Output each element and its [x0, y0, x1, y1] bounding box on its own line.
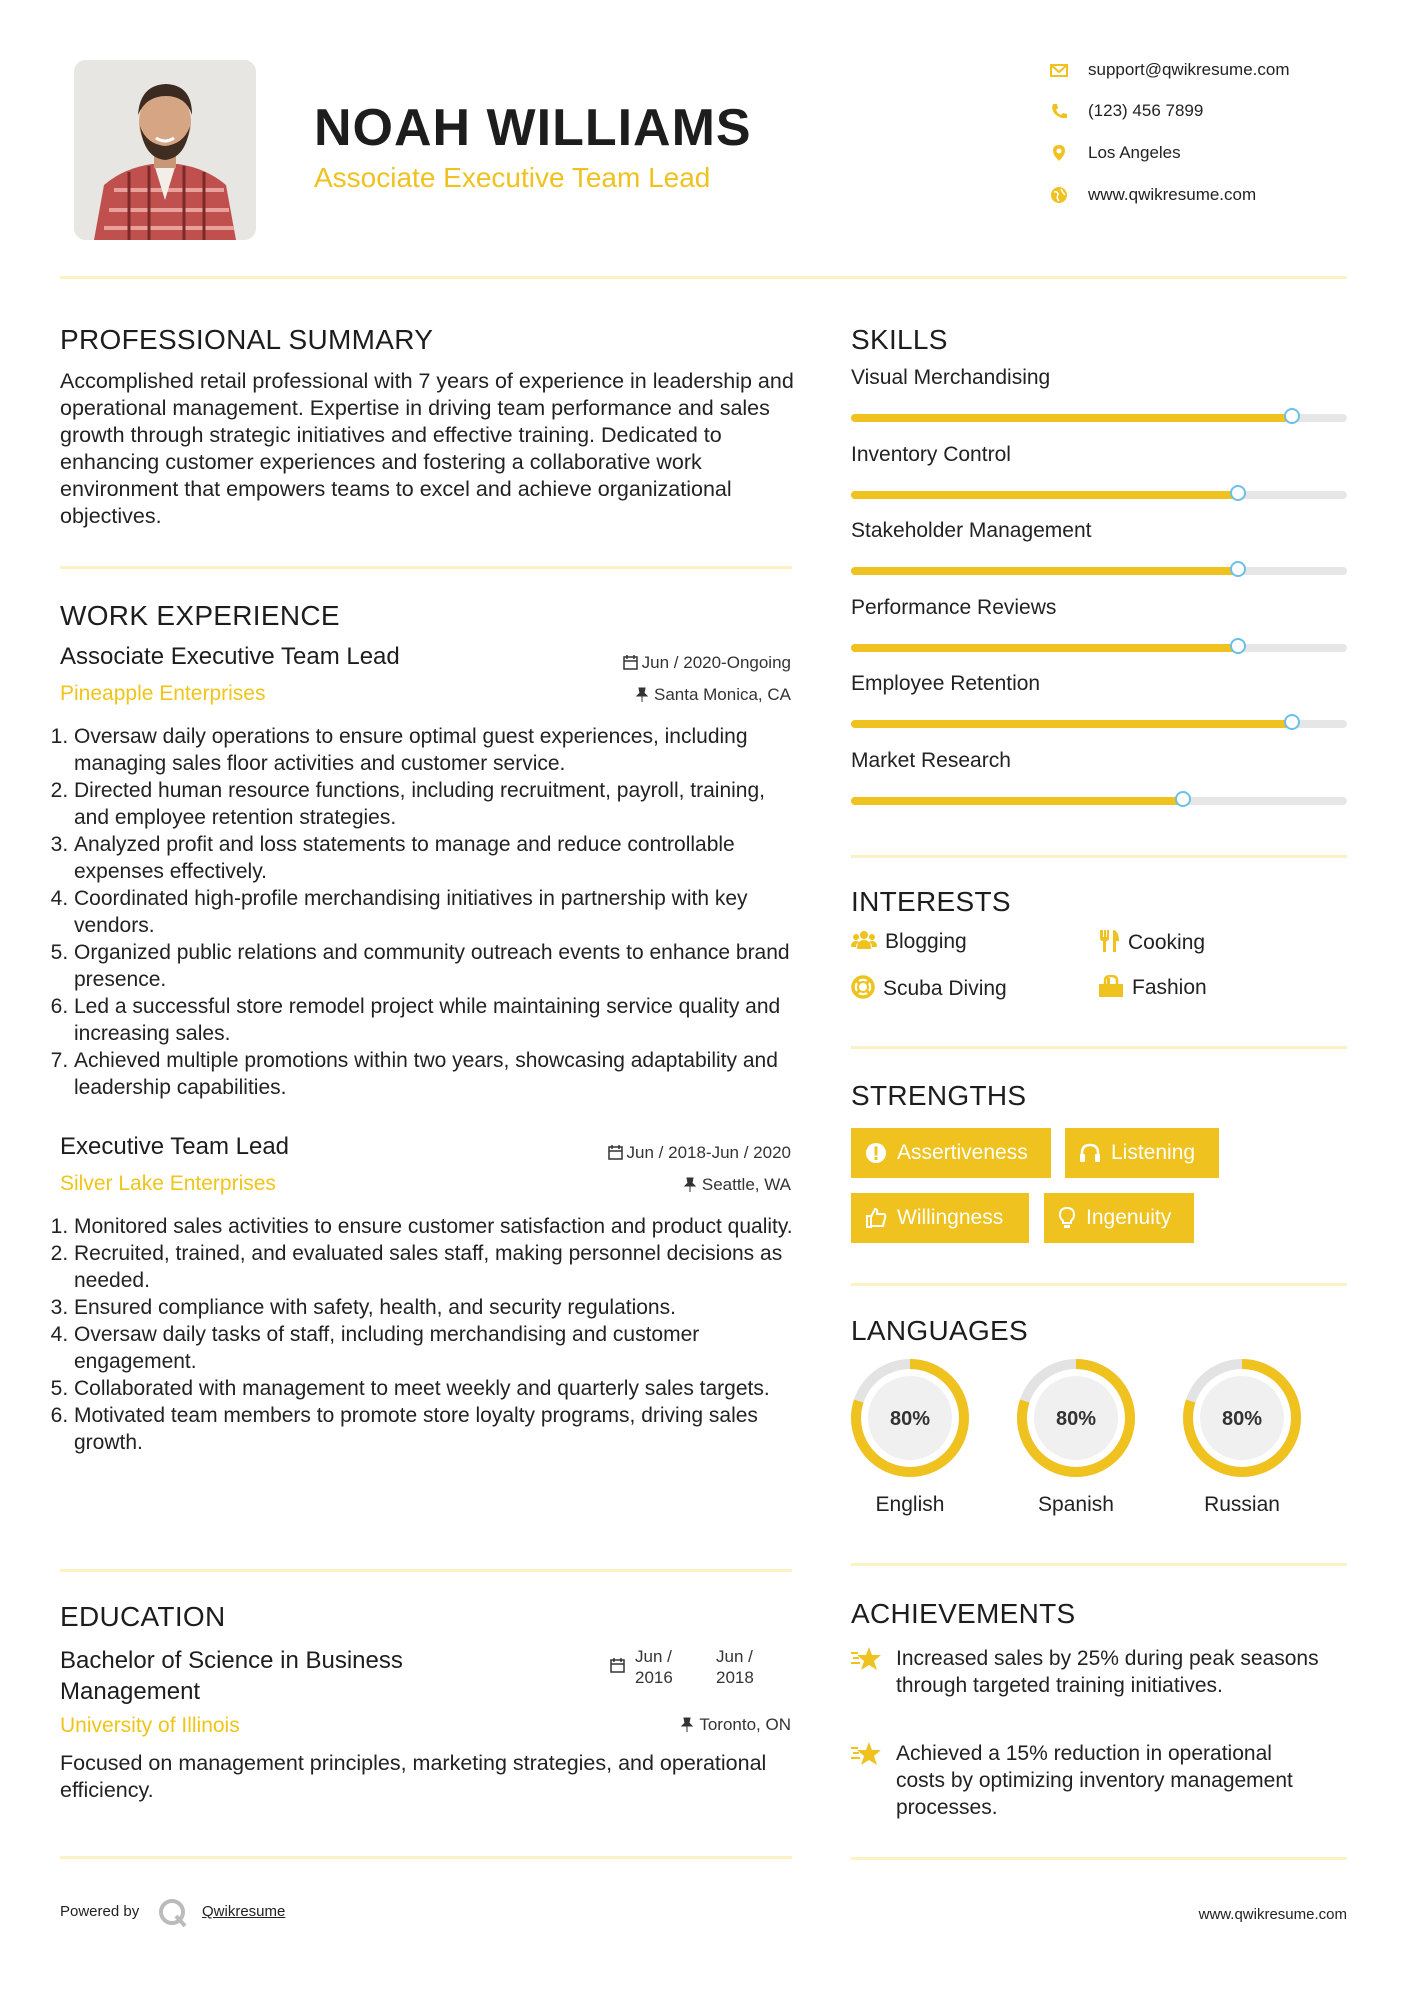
- skill-bar-fill: [851, 720, 1292, 728]
- duty-item: 1. Monitored sales activities to ensure customer satisfaction and product quality.: [74, 1213, 800, 1240]
- qwikresume-logo-icon: [157, 1897, 189, 1929]
- interest-fashion: [1098, 975, 1207, 1000]
- skill-bar: [851, 797, 1347, 805]
- education-title: EDUCATION: [60, 1601, 226, 1632]
- education-location: [600, 1715, 791, 1735]
- skill-bar-knob: [1230, 485, 1246, 501]
- job-1-date-text: Jun / 2020-Ongoing: [641, 653, 791, 672]
- interest-label: Cooking: [1128, 931, 1206, 954]
- skill-bar-fill: [851, 797, 1183, 805]
- skill-bar-knob: [1230, 561, 1246, 577]
- skill-bar-knob: [1284, 408, 1300, 424]
- globe-icon: [1050, 186, 1068, 204]
- education-start-1: Jun /: [635, 1647, 672, 1666]
- degree: [60, 1645, 403, 1707]
- lightbulb-icon: [1058, 1207, 1076, 1229]
- languages-title: LANGUAGES: [851, 1315, 1028, 1346]
- education-start: [635, 1646, 673, 1688]
- skill-name: Visual Merchandising: [851, 366, 1051, 389]
- job-1-duties: [56, 723, 800, 1101]
- skill-name: Employee Retention: [851, 672, 1041, 695]
- star-icon: [851, 1645, 883, 1673]
- language-name: Spanish: [1038, 1493, 1114, 1516]
- interest-label: Fashion: [1132, 976, 1207, 999]
- interests-title: INTERESTS: [851, 886, 1011, 917]
- duty-item: 6. Led a successful store remodel project while maintaining service quality and increasing sales.: [74, 993, 800, 1047]
- job-1-title: Associate Executive Team Lead: [60, 643, 400, 670]
- life-ring-icon: [851, 975, 875, 999]
- education-end: [716, 1646, 754, 1688]
- utensils-icon: [1098, 929, 1120, 953]
- duty-item: 3. Ensured compliance with safety, health, and security regulations.: [74, 1294, 800, 1321]
- strength-label: Listening: [1111, 1141, 1196, 1164]
- phone-icon: [1050, 102, 1068, 120]
- interest-label: Blogging: [885, 930, 967, 953]
- skill-bar: [851, 644, 1347, 652]
- language-name: Russian: [1204, 1493, 1280, 1516]
- interest-cooking: [1098, 929, 1205, 955]
- exclamation-circle-icon: [865, 1142, 887, 1164]
- job-2-location: [600, 1175, 791, 1195]
- envelope-icon: [1050, 61, 1068, 79]
- summary-title: PROFESSIONAL SUMMARY: [60, 324, 434, 355]
- strengths-divider: [851, 1283, 1347, 1286]
- contact-location-text: Los Angeles: [1088, 143, 1181, 162]
- strengths-title: STRENGTHS: [851, 1080, 1027, 1111]
- job-1-company: Pineapple Enterprises: [60, 682, 266, 705]
- summary-text: Accomplished retail professional with 7 years of experience in leadership and operational management. Expertise in driving team performance and sales growth through strategic initiatives and effective training. Dedicated to enhancing customer experiences and fostering a collaborative work environment that empowers teams to excel and achieve organizational objectives.: [60, 369, 794, 528]
- thumbs-up-icon: [865, 1207, 887, 1229]
- duty-item: 2. Recruited, trained, and evaluated sales staff, making personnel decisions as needed.: [74, 1240, 800, 1294]
- languages-divider: [851, 1563, 1347, 1566]
- star-icon: [851, 1740, 883, 1768]
- contact-website-text: www.qwikresume.com: [1088, 185, 1257, 204]
- language-percent: 80%: [1221, 1408, 1263, 1430]
- candidate-role: Associate Executive Team Lead: [314, 162, 711, 193]
- strength-tag-ingenuity: [1044, 1193, 1194, 1243]
- header-divider: [60, 276, 1347, 279]
- skill-bar-fill: [851, 491, 1238, 499]
- education-end-1: Jun /: [716, 1647, 753, 1666]
- education-end-2: 2018: [716, 1668, 754, 1687]
- job-2-date: [560, 1143, 791, 1163]
- language-donut: [845, 1353, 975, 1483]
- duty-item: 5. Organized public relations and community outreach events to enhance brand presence.: [74, 939, 800, 993]
- language-name: English: [875, 1493, 945, 1516]
- skill-bar-knob: [1284, 714, 1300, 730]
- skill-bar: [851, 567, 1347, 575]
- duty-item: 5. Collaborated with management to meet weekly and quarterly sales targets.: [74, 1375, 800, 1402]
- skill-bar: [851, 414, 1347, 422]
- strength-label: Willingness: [897, 1206, 1004, 1229]
- skill-bar-knob: [1230, 638, 1246, 654]
- calendar-icon: [610, 1658, 625, 1673]
- skill-name: Market Research: [851, 748, 1011, 772]
- achievement-text: Achieved a 15% reduction in operational costs by optimizing inventory management processes.: [896, 1742, 1293, 1819]
- summary-divider: [60, 566, 792, 569]
- skill-name: Inventory Control: [851, 442, 1011, 466]
- job-2-title: Executive Team Lead: [60, 1133, 290, 1160]
- qwikresume-link[interactable]: Qwikresume: [202, 1903, 286, 1920]
- duty-item: 1. Oversaw daily operations to ensure optimal guest experiences, including managing sales floor activities and customer service.: [74, 723, 800, 777]
- job-1-location-text: Santa Monica, CA: [653, 685, 791, 704]
- degree-line-2: Management: [60, 1678, 201, 1705]
- duty-item: 6. Motivated team members to promote store loyalty programs, driving sales growth.: [74, 1402, 800, 1456]
- calendar-icon: [623, 655, 638, 670]
- calendar-icon: [608, 1145, 623, 1160]
- skill-bar: [851, 491, 1347, 499]
- education-date: [610, 1646, 790, 1690]
- shopping-bag-icon: [1098, 975, 1124, 997]
- strength-label: Assertiveness: [897, 1141, 1028, 1164]
- duty-item: 7. Achieved multiple promotions within two years, showcasing adaptability and leadership capabilities.: [74, 1047, 800, 1101]
- language-percent: 80%: [1055, 1408, 1097, 1430]
- duty-item: 4. Coordinated high-profile merchandising initiatives in partnership with key vendors.: [74, 885, 800, 939]
- strength-tag-assertiveness: [851, 1128, 1051, 1178]
- contact-phone-text: (123) 456 7899: [1088, 101, 1204, 120]
- powered-by-label: Powered by: [60, 1903, 140, 1920]
- education-start-2: 2016: [635, 1668, 673, 1687]
- duty-item: 4. Oversaw daily tasks of staff, including merchandising and customer engagement.: [74, 1321, 800, 1375]
- footer-url[interactable]: www.qwikresume.com: [1198, 1906, 1347, 1923]
- pushpin-icon: [636, 687, 648, 702]
- skill-bar-fill: [851, 644, 1238, 652]
- education-location-text: Toronto, ON: [699, 1715, 791, 1734]
- duty-item: 2. Directed human resource functions, including recruitment, payroll, training, and employee retention strategies.: [74, 777, 800, 831]
- map-pin-icon: [1050, 144, 1068, 162]
- interest-scuba-diving: [851, 975, 1007, 1001]
- skill-bar-knob: [1175, 791, 1191, 807]
- interest-label: Scuba Diving: [883, 977, 1007, 1000]
- profile-photo: [74, 60, 256, 240]
- strength-label: Ingenuity: [1086, 1206, 1172, 1229]
- interests-divider: [851, 1046, 1347, 1049]
- skills-title: SKILLS: [851, 324, 948, 355]
- job-2-company: Silver Lake Enterprises: [60, 1172, 276, 1195]
- pushpin-icon: [684, 1177, 696, 1192]
- work-title: WORK EXPERIENCE: [60, 600, 340, 631]
- skill-bar-fill: [851, 414, 1292, 422]
- degree-line-1: Bachelor of Science in Business: [60, 1647, 403, 1674]
- language-donut: [1177, 1353, 1307, 1483]
- job-2-duties: [56, 1213, 800, 1456]
- skill-bar: [851, 720, 1347, 728]
- users-icon: [851, 929, 877, 951]
- interest-blogging: [851, 929, 967, 954]
- job-2-date-text: Jun / 2018-Jun / 2020: [626, 1143, 791, 1162]
- language-donut: [1011, 1353, 1141, 1483]
- job-1-date: [600, 653, 791, 673]
- headphones-icon: [1079, 1142, 1101, 1164]
- work-divider: [60, 1569, 792, 1572]
- skill-bar-fill: [851, 567, 1238, 575]
- skills-divider: [851, 855, 1347, 858]
- job-1-location: [600, 685, 791, 705]
- duty-item: 3. Analyzed profit and loss statements to manage and reduce controllable expenses effectively.: [74, 831, 800, 885]
- candidate-name: NOAH WILLIAMS: [314, 99, 752, 157]
- education-text: Focused on management principles, marketing strategies, and operational efficiency.: [60, 1751, 767, 1802]
- achievements-title: ACHIEVEMENTS: [851, 1598, 1076, 1629]
- contact-email-text: support@qwikresume.com: [1088, 60, 1290, 79]
- language-percent: 80%: [889, 1408, 931, 1430]
- skill-name: Performance Reviews: [851, 595, 1057, 619]
- school: University of Illinois: [60, 1714, 240, 1737]
- strength-tag-listening: [1065, 1128, 1219, 1178]
- achievements-divider: [851, 1857, 1347, 1860]
- pushpin-icon: [681, 1717, 693, 1732]
- strength-tag-willingness: [851, 1193, 1029, 1243]
- education-divider: [60, 1856, 792, 1859]
- job-2-location-text: Seattle, WA: [701, 1175, 791, 1194]
- achievement-text: Increased sales by 25% during peak seasons through targeted training initiatives.: [896, 1647, 1319, 1697]
- skill-name: Stakeholder Management: [851, 519, 1092, 542]
